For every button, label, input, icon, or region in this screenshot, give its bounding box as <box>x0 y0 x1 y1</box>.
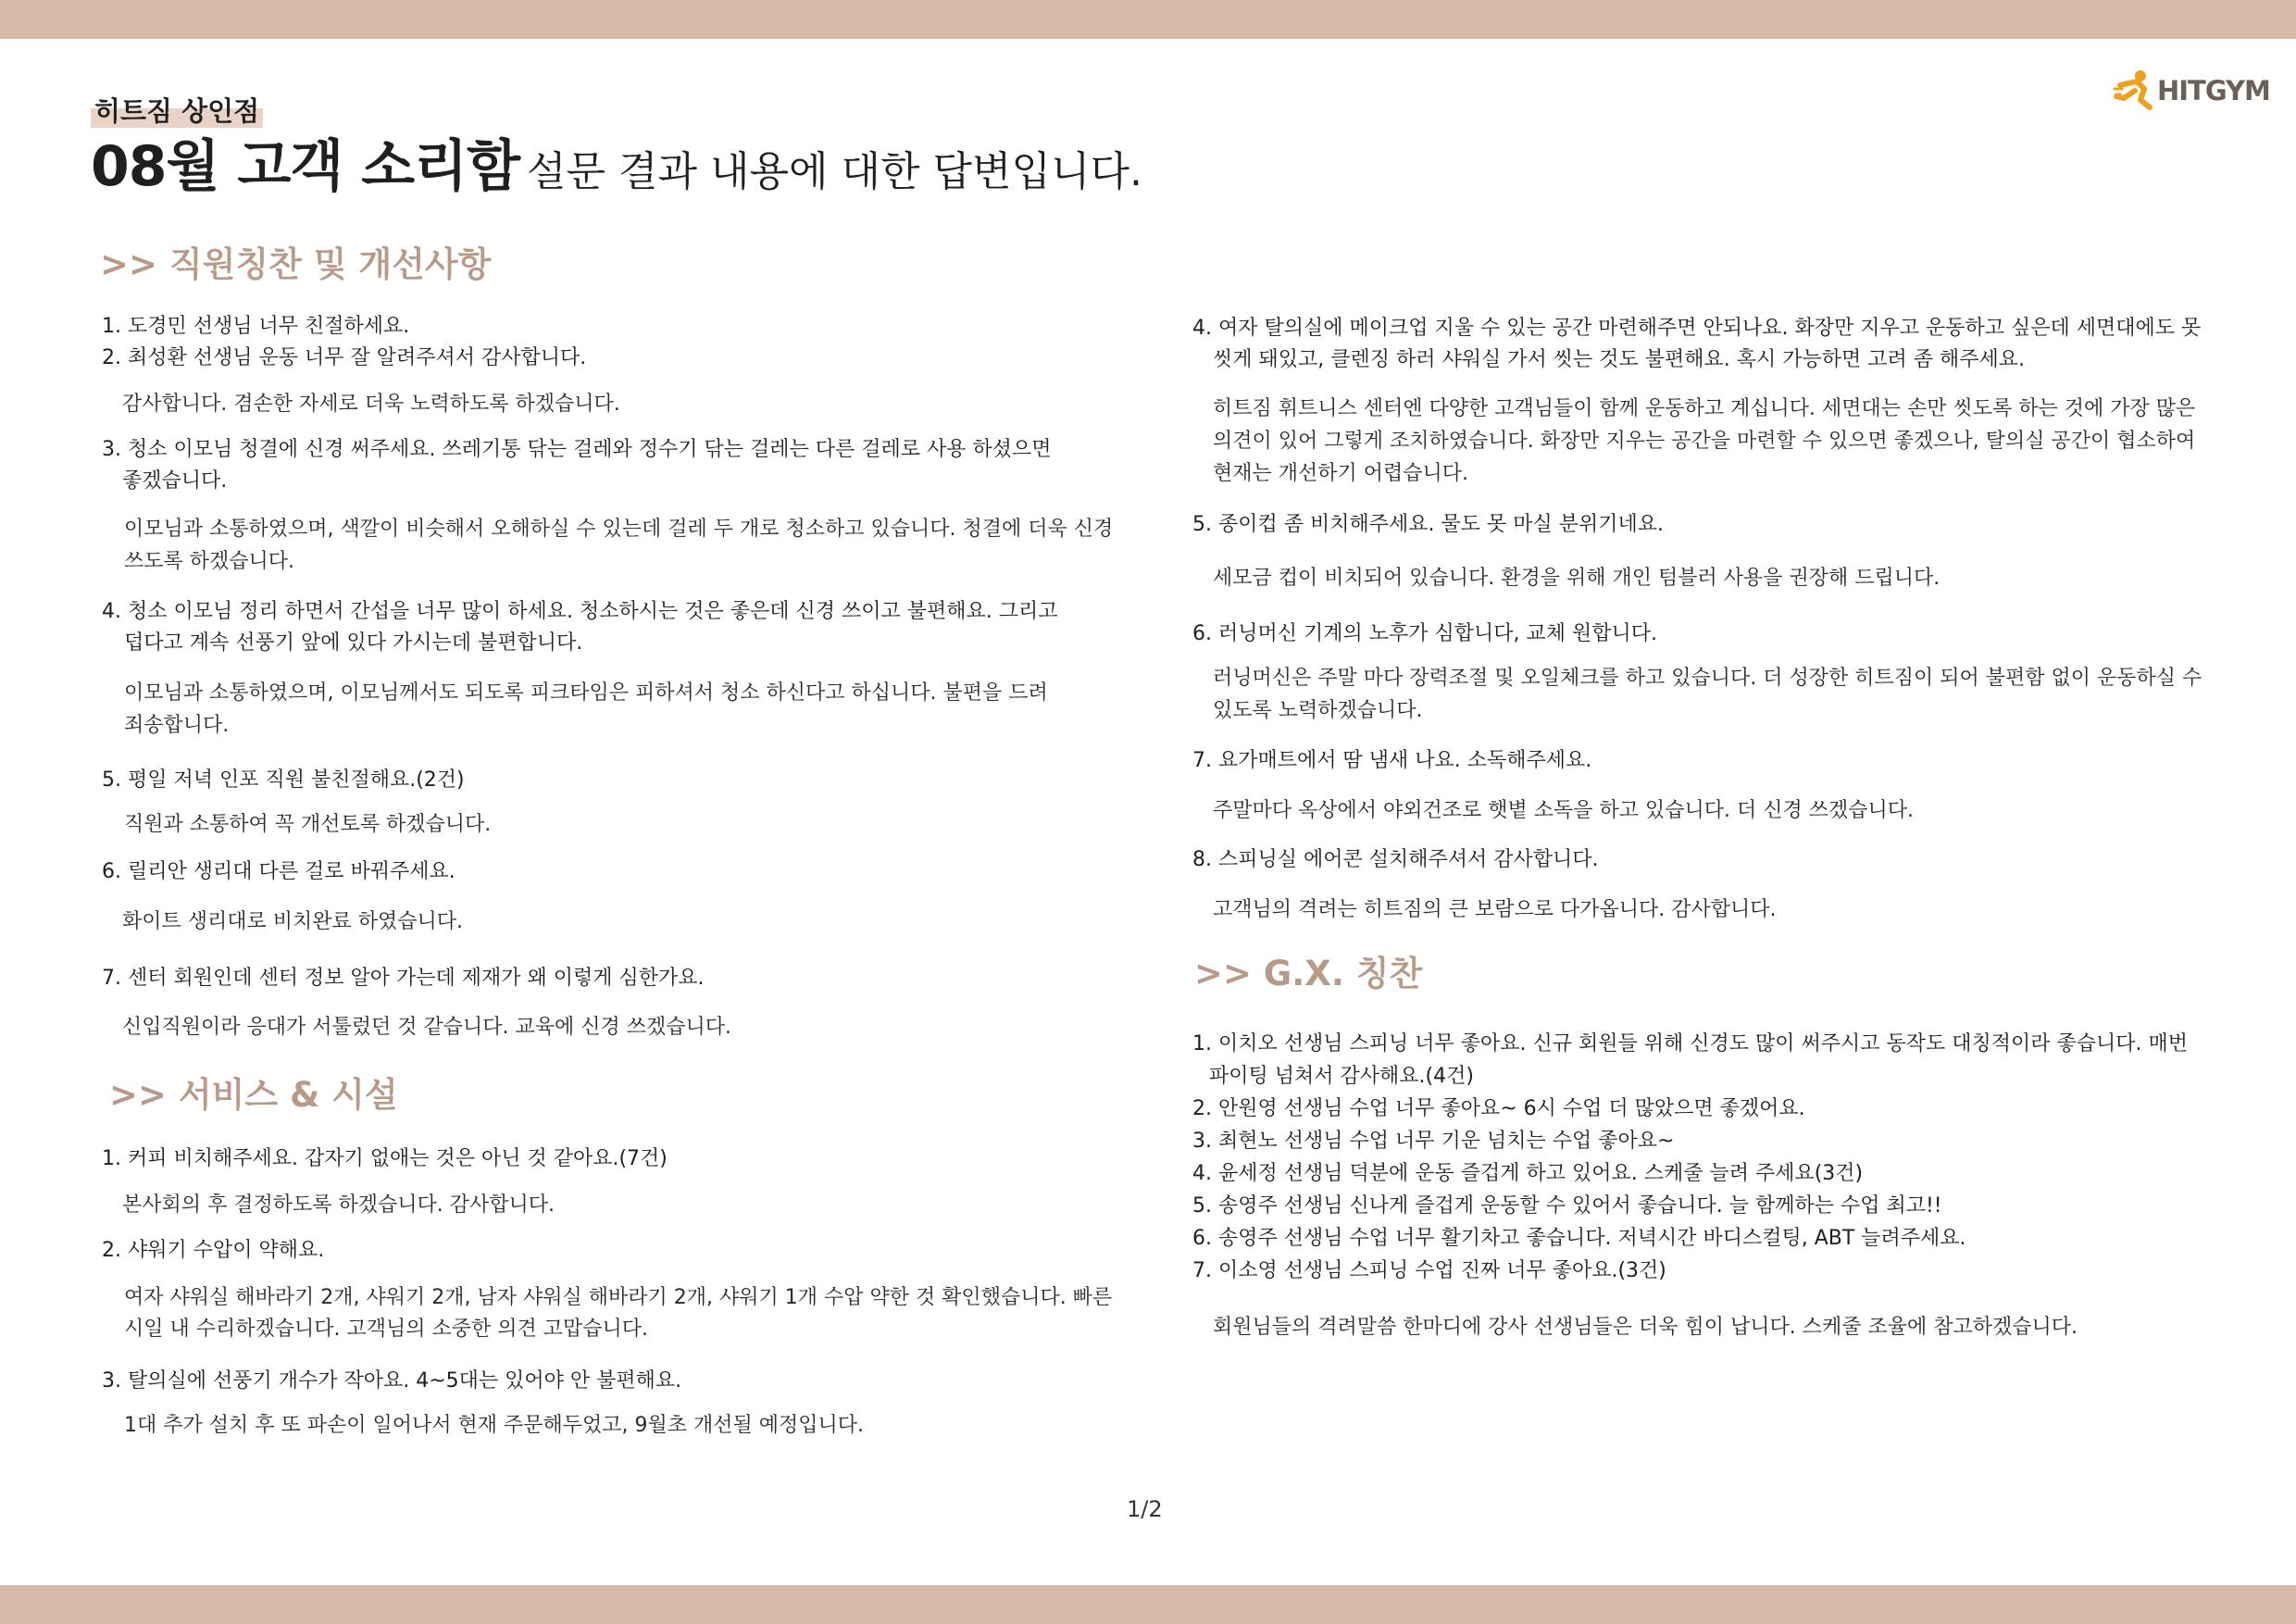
gx-item-1-line2: 파이팅 넘쳐서 감사해요.(4건) <box>1209 1065 1474 1088</box>
store-name: 히트짐 상인점 <box>91 94 263 128</box>
section-heading-service: >> 서비스 & 시설 <box>109 1075 398 1115</box>
section-heading-gx: >> G.X. 칭찬 <box>1194 954 1423 993</box>
service-a6-line2: 있도록 노력하겠습니다. <box>1213 699 1423 722</box>
bottom-band <box>0 1585 2296 1624</box>
title-bold: 08월 고객 소리함 <box>91 134 520 199</box>
service-a4-line3: 현재는 개선하기 어렵습니다. <box>1213 462 1469 485</box>
gx-item-3: 3. 최현노 선생님 수업 너무 기운 넘치는 수업 좋아요~ <box>1192 1130 1675 1153</box>
staff-q3-line2: 좋겠습니다. <box>122 469 228 493</box>
gx-item-2: 2. 안원영 선생님 수업 너무 좋아요~ 6시 수업 더 많았으면 좋겠어요. <box>1192 1097 1805 1120</box>
page-title <box>91 130 1142 218</box>
service-a2-line2: 시일 내 수리하겠습니다. 고객님의 소중한 의견 고맙습니다. <box>124 1318 648 1341</box>
service-q1: 1. 커피 비치해주세요. 갑자기 없애는 것은 아닌 것 같아요.(7건) <box>102 1147 668 1170</box>
service-q2: 2. 샤워기 수압이 약해요. <box>102 1239 325 1262</box>
staff-a7: 신입직원이라 응대가 서툴렀던 것 같습니다. 교육에 신경 쓰겠습니다. <box>122 1016 731 1039</box>
gx-item-7: 7. 이소영 선생님 스피닝 수업 진짜 너무 좋아요.(3건) <box>1192 1259 1666 1282</box>
staff-a3-line1: 이모님과 소통하였으며, 색깔이 비슷해서 오해하실 수 있는데 걸레 두 개로 청소하고 있습니다. 청결에 더욱 신경 <box>124 518 1114 541</box>
service-a1: 본사회의 후 결정하도록 하겠습니다. 감사합니다. <box>122 1193 555 1217</box>
service-a4-line2: 의견이 있어 그렇게 조치하였습니다. 화장만 지우는 공간을 마련할 수 있으면 좋겠으나, 탈의실 공간이 협소하여 <box>1213 430 2196 453</box>
service-q5: 5. 종이컵 좀 비치해주세요. 물도 못 마실 분위기네요. <box>1192 513 1664 536</box>
service-a8: 고객님의 격려는 히트짐의 큰 보람으로 다가옵니다. 감사합니다. <box>1213 898 1777 921</box>
service-a2-line1: 여자 샤워실 해바라기 2개, 샤워기 2개, 남자 샤워실 해바라기 2개, 샤워기 1개 수압 약한 것 확인했습니다. 빠른 <box>124 1286 1113 1309</box>
title-rest: 설문 결과 내용에 대한 답변입니다. <box>527 148 1143 195</box>
service-q3: 3. 탈의실에 선풍기 개수가 작아요. 4~5대는 있어야 안 불편해요. <box>102 1369 682 1393</box>
service-a7: 주말마다 옥상에서 야외건조로 햇볕 소독을 하고 있습니다. 더 신경 쓰겠습니다. <box>1213 799 1914 822</box>
staff-a3-line2: 쓰도록 하겠습니다. <box>124 550 295 573</box>
hitgym-logo <box>2113 69 2270 111</box>
service-q4-line2: 씻게 돼있고, 클렌징 하러 샤워실 가서 씻는 것도 불편해요. 혹시 가능하면 고려 좀 해주세요. <box>1213 348 2025 371</box>
service-q7: 7. 요가매트에서 땀 냄새 나요. 소독해주세요. <box>1192 749 1592 772</box>
service-a5: 세모금 컵이 비치되어 있습니다. 환경을 위해 개인 텀블러 사용을 권장해 드립니다. <box>1213 567 1940 590</box>
service-a3: 1대 추가 설치 후 또 파손이 일어나서 현재 주문해두었고, 9월초 개선될 예정입니다. <box>124 1414 864 1437</box>
gx-answer: 회원님들의 격려말씀 한마디에 강사 선생님들은 더욱 힘이 납니다. 스케줄 조율에 참고하겠습니다. <box>1213 1316 2078 1339</box>
staff-a4-line2: 죄송합니다. <box>124 714 230 737</box>
section-heading-staff: >> 직원칭찬 및 개선사항 <box>100 244 492 284</box>
gx-item-6: 6. 송영주 선생님 수업 너무 활기차고 좋습니다. 저녁시간 바디스컬팅, ABT 늘려주세요. <box>1192 1227 1966 1250</box>
service-q8: 8. 스피닝실 에어콘 설치해주셔서 감사합니다. <box>1192 848 1599 871</box>
staff-a5: 직원과 소통하여 꼭 개선토록 하겠습니다. <box>124 813 492 836</box>
staff-q7: 7. 센터 회원인데 센터 정보 알아 가는데 제재가 왜 이렇게 심한가요. <box>102 967 705 990</box>
staff-a6: 화이트 생리대로 비치완료 하였습니다. <box>122 910 464 933</box>
logo-wordmark: HITGYM <box>2157 75 2270 106</box>
service-q4-line1: 4. 여자 탈의실에 메이크업 지울 수 있는 공간 마련해주면 안되나요. 화장만 지우고 운동하고 싶은데 세면대에도 못 <box>1192 317 2202 340</box>
staff-q1: 1. 도경민 선생님 너무 친절하세요. <box>102 315 410 338</box>
service-a4-line1: 히트짐 휘트니스 센터엔 다양한 고객님들이 함께 운동하고 계십니다. 세면대는 손만 씻도록 하는 것에 가장 많은 <box>1213 397 2196 420</box>
gx-item-5: 5. 송영주 선생님 신나게 즐겁게 운동할 수 있어서 좋습니다. 늘 함께하는 수업 최고!! <box>1192 1194 1942 1218</box>
top-band <box>0 0 2296 39</box>
staff-q4-line2: 덥다고 계속 선풍기 앞에 있다 가시는데 불편합니다. <box>124 631 583 655</box>
service-q6: 6. 러닝머신 기계의 노후가 심합니다, 교체 원합니다. <box>1192 622 1657 645</box>
staff-q6: 6. 릴리안 생리대 다른 걸로 바꿔주세요. <box>102 860 455 883</box>
gx-item-4: 4. 윤세정 선생님 덕분에 운동 즐겁게 하고 있어요. 스케줄 늘려 주세요(3건) <box>1192 1162 1864 1185</box>
staff-q5: 5. 평일 저녁 인포 직원 불친절해요.(2건) <box>102 768 465 792</box>
staff-a2: 감사합니다. 겸손한 자세로 더욱 노력하도록 하겠습니다. <box>122 393 620 416</box>
staff-q4-line1: 4. 청소 이모님 정리 하면서 간섭을 너무 많이 하세요. 청소하시는 것은 좋은데 신경 쓰이고 불편해요. 그리고 <box>102 600 1058 623</box>
gx-item-1-line1: 1. 이치오 선생님 스피닝 너무 좋아요. 신규 회원들 위해 신경도 많이 써주시고 동작도 대칭적이라 좋습니다. 매번 <box>1192 1032 2188 1056</box>
service-a6-line1: 러닝머신은 주말 마다 장력조절 및 오일체크를 하고 있습니다. 더 성장한 히트짐이 되어 불편함 없이 운동하실 수 <box>1213 667 2202 690</box>
staff-q2: 2. 최성환 선생님 운동 너무 잘 알려주셔서 감사합니다. <box>102 346 587 369</box>
runner-logo-icon <box>2113 69 2155 111</box>
staff-q3-line1: 3. 청소 이모님 청결에 신경 써주세요. 쓰레기통 닦는 걸레와 정수기 닦는 걸레는 다른 걸레로 사용 하셨으면 <box>102 438 1052 461</box>
staff-a4-line1: 이모님과 소통하였으며, 이모님께서도 되도록 피크타임은 피하셔서 청소 하신다고 하십니다. 불편을 드려 <box>124 681 1048 705</box>
page-number: 1/2 <box>1127 1496 1163 1522</box>
